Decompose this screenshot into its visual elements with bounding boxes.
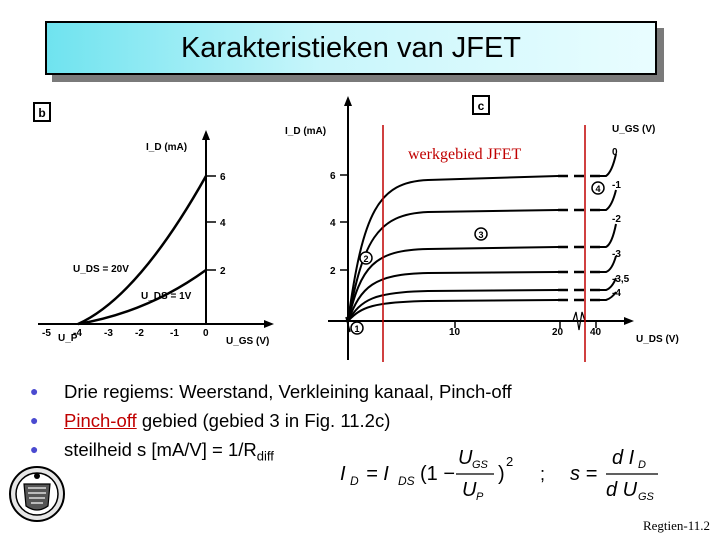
formula-s-num: d I <box>612 447 635 469</box>
panel-b-curve-label: U_DS = 1V <box>141 291 192 302</box>
formula-id-rhs-sub: DS <box>398 474 415 488</box>
panel-c-ugs-value: 0 <box>612 147 618 158</box>
panel-c-y-tick: 4 <box>330 218 336 229</box>
jfet-formula <box>336 444 666 506</box>
slide-footer: Regtien-11.2 <box>642 518 710 533</box>
panel-b-y-arrow <box>202 130 210 140</box>
formula-frac-num: U <box>458 447 473 469</box>
page-title: Karakteristieken van JFET <box>180 31 522 64</box>
panel-c-y-tick: 6 <box>330 171 336 182</box>
formula-paren-close: ) <box>498 463 505 485</box>
formula-s-lhs: s = <box>570 463 598 485</box>
formula-frac-den-sub: P <box>476 491 484 503</box>
title-box <box>45 21 657 75</box>
panel-c-y-label: I_D (mA) <box>285 126 327 137</box>
region-marker-label: 2 <box>363 254 369 264</box>
bullet-dot-icon: ● <box>30 383 39 399</box>
panel-b <box>34 103 274 347</box>
bullet-item <box>30 406 630 435</box>
formula-frac-num-sub: GS <box>472 459 488 471</box>
bullet-text: steilheid s [mA/V] = 1/R <box>64 439 257 460</box>
panel-c-y-tick: 2 <box>330 266 336 277</box>
panel-c-ugs-value: -2 <box>612 214 621 225</box>
formula-s-num-sub: D <box>638 459 646 471</box>
panel-b-y-tick: 2 <box>220 266 226 277</box>
panel-b-x-tick: -2 <box>135 328 144 339</box>
panel-c-ugs-value: -3 <box>612 249 621 260</box>
panel-c-ugs-value: -3,5 <box>612 274 630 285</box>
ugs-curve-2 <box>348 247 558 321</box>
university-seal-logo <box>8 462 66 526</box>
formula-separator: ; <box>540 464 546 484</box>
bullet-text: Drie regiems: Weerstand, Verkleining kanaal, Pinch-off <box>64 381 512 402</box>
panel-c-x-tick: 40 <box>590 327 602 338</box>
bullet-subscript: diff <box>256 448 274 464</box>
bullet-dot-icon: ● <box>30 441 39 457</box>
panel-c-x-tick: 10 <box>449 327 461 338</box>
formula-s-den: d U <box>606 479 638 501</box>
werkgebied-annotation: werkgebied JFET <box>408 146 522 163</box>
panel-b-label: b <box>38 106 46 120</box>
bullet-highlight: Pinch-off <box>64 410 137 431</box>
formula-id-rhs: = I <box>366 463 389 485</box>
panel-b-y-label: I_D (mA) <box>146 142 188 153</box>
panel-b-x-tick: -3 <box>104 328 113 339</box>
panel-b-y-tick: 4 <box>220 218 226 229</box>
panel-b-x-tick: 0 <box>203 328 209 339</box>
formula-frac-den: U <box>462 479 477 501</box>
panel-c-x-unit: U_DS (V) <box>636 334 679 345</box>
panel-c-ugs-value: -4 <box>612 288 621 299</box>
bullet-dot-icon: ● <box>30 412 39 428</box>
formula-power: 2 <box>506 454 514 469</box>
panel-b-y-tick: 6 <box>220 172 226 183</box>
bullet-text: gebied (gebied 3 in Fig. 11.2c) <box>136 410 391 431</box>
panel-b-x-tick: -1 <box>170 328 179 339</box>
formula-id-lhs: I <box>340 463 346 485</box>
region-marker-label: 4 <box>595 184 601 194</box>
panel-c-label: c <box>477 99 485 113</box>
panel-b-x-tick: -4 <box>73 328 82 339</box>
panel-b-up-label: U_P <box>58 333 78 344</box>
panel-c <box>285 96 679 362</box>
panel-b-x-tick: -5 <box>42 328 51 339</box>
formula-s-den-sub: GS <box>638 491 654 503</box>
panel-c-x-tick: 20 <box>552 327 564 338</box>
formula-paren-open: (1 − <box>420 463 456 485</box>
panel-c-ugs-header: U_GS (V) <box>612 124 656 135</box>
panel-b-x-unit: U_GS (V) <box>226 336 270 347</box>
panel-c-characteristic-curves <box>346 154 616 332</box>
region-marker-label: 1 <box>354 324 360 334</box>
jfet-characteristics-figure <box>28 92 696 370</box>
panel-b-curve-label: U_DS = 20V <box>73 264 129 275</box>
region-marker-label: 3 <box>478 230 484 240</box>
bullet-item <box>30 377 630 406</box>
ugs-curve-5 <box>348 300 558 321</box>
formula-id-lhs-sub: D <box>350 474 359 488</box>
panel-c-ugs-value: -1 <box>612 180 621 191</box>
